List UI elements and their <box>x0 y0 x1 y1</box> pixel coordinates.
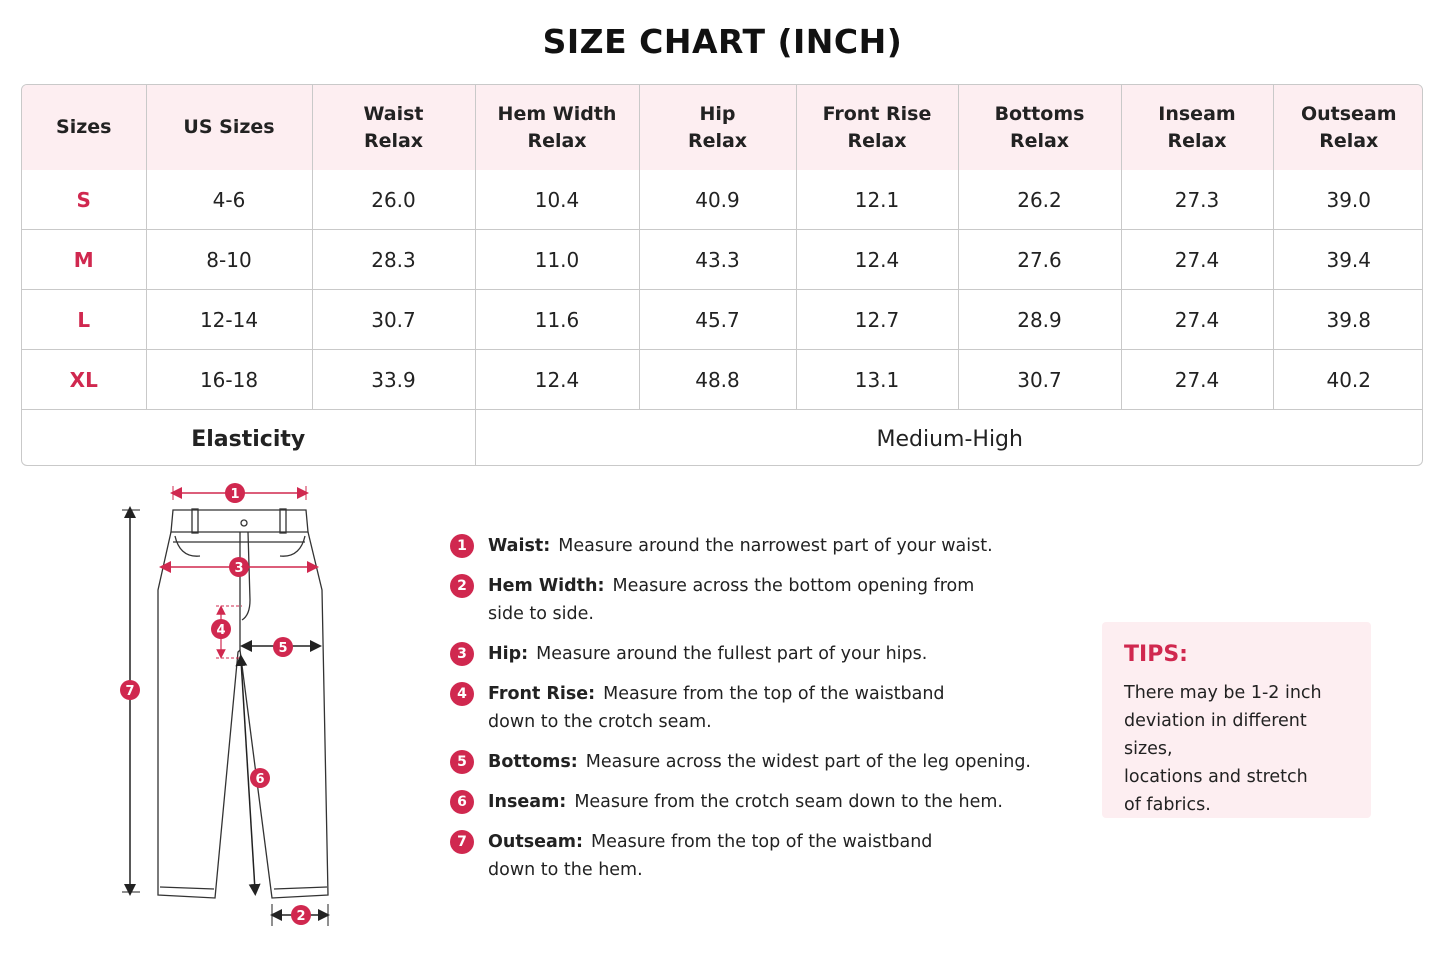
table-cell: 10.4 <box>475 170 639 230</box>
table-cell: 11.6 <box>475 290 639 350</box>
size-cell: L <box>22 290 146 350</box>
header-inseam: Inseam Relax <box>1121 85 1273 170</box>
table-cell: 33.9 <box>312 350 475 410</box>
table-cell: 4-6 <box>146 170 312 230</box>
legend-number: 1 <box>450 534 474 558</box>
legend-label: Hip: <box>488 644 529 664</box>
legend-description: Measure around the fullest part of your hips. <box>536 644 928 664</box>
legend-label: Outseam: <box>488 832 584 852</box>
jeans-measurement-diagram <box>100 480 360 940</box>
legend-number: 6 <box>450 790 474 814</box>
header-waist: Waist Relax <box>312 85 475 170</box>
tips-text: There may be 1-2 inch deviation in different sizes, locations and stretch of fabrics. <box>1124 683 1322 815</box>
marker-4 <box>211 619 231 639</box>
legend-label: Bottoms: <box>488 752 578 772</box>
header-us-sizes: US Sizes <box>146 85 312 170</box>
table-cell: 40.9 <box>639 170 796 230</box>
page-title: SIZE CHART (INCH) <box>542 22 903 61</box>
table-cell: 39.0 <box>1273 170 1423 230</box>
table-cell: 12-14 <box>146 290 312 350</box>
elasticity-value: Medium-High <box>876 426 1023 452</box>
legend-number: 2 <box>450 574 474 598</box>
table-cell: 12.4 <box>475 350 639 410</box>
legend-item-inseam <box>450 788 1070 816</box>
svg-text:7: 7 <box>125 684 135 699</box>
marker-3 <box>229 557 249 577</box>
legend-description: Measure from the crotch seam down to the hem. <box>574 792 1003 812</box>
measurement-legend <box>450 532 1070 896</box>
marker-1 <box>225 483 245 503</box>
table-cell: 12.1 <box>796 170 958 230</box>
table-cell: 16-18 <box>146 350 312 410</box>
table-cell: 28.9 <box>958 290 1121 350</box>
table-cell: 43.3 <box>639 230 796 290</box>
legend-label: Front Rise: <box>488 684 596 704</box>
table-cell: 45.7 <box>639 290 796 350</box>
table-cell: 11.0 <box>475 230 639 290</box>
header-hip: Hip Relax <box>639 85 796 170</box>
legend-number: 3 <box>450 642 474 666</box>
table-cell: 28.3 <box>312 230 475 290</box>
table-cell: 27.6 <box>958 230 1121 290</box>
legend-item-bottoms <box>450 748 1070 776</box>
legend-item-hip <box>450 640 1070 668</box>
legend-item-front-rise <box>450 680 1070 736</box>
legend-item-waist <box>450 532 1070 560</box>
legend-label: Hem Width: <box>488 576 605 596</box>
table-cell: 27.4 <box>1121 290 1273 350</box>
svg-text:4: 4 <box>216 623 226 638</box>
table-cell: 48.8 <box>639 350 796 410</box>
marker-5 <box>273 637 293 657</box>
header-front-rise: Front Rise Relax <box>796 85 958 170</box>
table-cell: 13.1 <box>796 350 958 410</box>
tips-title: TIPS: <box>1124 642 1188 667</box>
legend-description: Measure from the top of the waistband down to the hem. <box>488 832 933 880</box>
table-cell: 8-10 <box>146 230 312 290</box>
table-cell: 27.3 <box>1121 170 1273 230</box>
table-cell: 27.4 <box>1121 350 1273 410</box>
svg-text:3: 3 <box>234 561 244 576</box>
svg-text:6: 6 <box>255 772 265 787</box>
table-row <box>22 230 1423 290</box>
header-outseam: Outseam Relax <box>1273 85 1423 170</box>
table-row <box>22 170 1423 230</box>
header-bottoms: Bottoms Relax <box>958 85 1121 170</box>
legend-number: 7 <box>450 830 474 854</box>
table-header-row <box>22 85 1423 170</box>
legend-label: Waist: <box>488 536 551 556</box>
table-cell: 12.4 <box>796 230 958 290</box>
table-cell: 30.7 <box>312 290 475 350</box>
tips-box <box>1102 622 1371 818</box>
jeans-illustration <box>100 480 360 940</box>
marker-7 <box>120 680 140 700</box>
size-cell: XL <box>22 350 146 410</box>
legend-description: Measure from the top of the waistband down to the crotch seam. <box>488 684 945 732</box>
table-cell: 39.8 <box>1273 290 1423 350</box>
legend-label: Inseam: <box>488 792 567 812</box>
table-cell: 30.7 <box>958 350 1121 410</box>
legend-item-hem-width <box>450 572 1070 628</box>
svg-text:2: 2 <box>296 909 306 924</box>
size-cell: M <box>22 230 146 290</box>
table-row <box>22 290 1423 350</box>
size-table-container <box>21 84 1423 466</box>
header-sizes: Sizes <box>22 85 146 170</box>
elasticity-row <box>22 410 1423 467</box>
size-table <box>22 85 1423 466</box>
legend-description: Measure across the bottom opening from side to side. <box>488 576 975 624</box>
table-cell: 26.2 <box>958 170 1121 230</box>
legend-item-outseam <box>450 828 1070 884</box>
header-hem-width: Hem Width Relax <box>475 85 639 170</box>
table-cell: 26.0 <box>312 170 475 230</box>
table-cell: 40.2 <box>1273 350 1423 410</box>
svg-text:5: 5 <box>278 641 288 656</box>
svg-text:1: 1 <box>230 487 240 502</box>
table-row <box>22 350 1423 410</box>
legend-number: 5 <box>450 750 474 774</box>
table-cell: 12.7 <box>796 290 958 350</box>
elasticity-label: Elasticity <box>22 410 475 467</box>
table-cell: 27.4 <box>1121 230 1273 290</box>
legend-description: Measure around the narrowest part of your waist. <box>558 536 993 556</box>
legend-description: Measure across the widest part of the leg opening. <box>585 752 1031 772</box>
legend-number: 4 <box>450 682 474 706</box>
marker-2 <box>291 905 311 925</box>
size-cell: S <box>22 170 146 230</box>
table-cell: 39.4 <box>1273 230 1423 290</box>
marker-6 <box>250 768 270 788</box>
